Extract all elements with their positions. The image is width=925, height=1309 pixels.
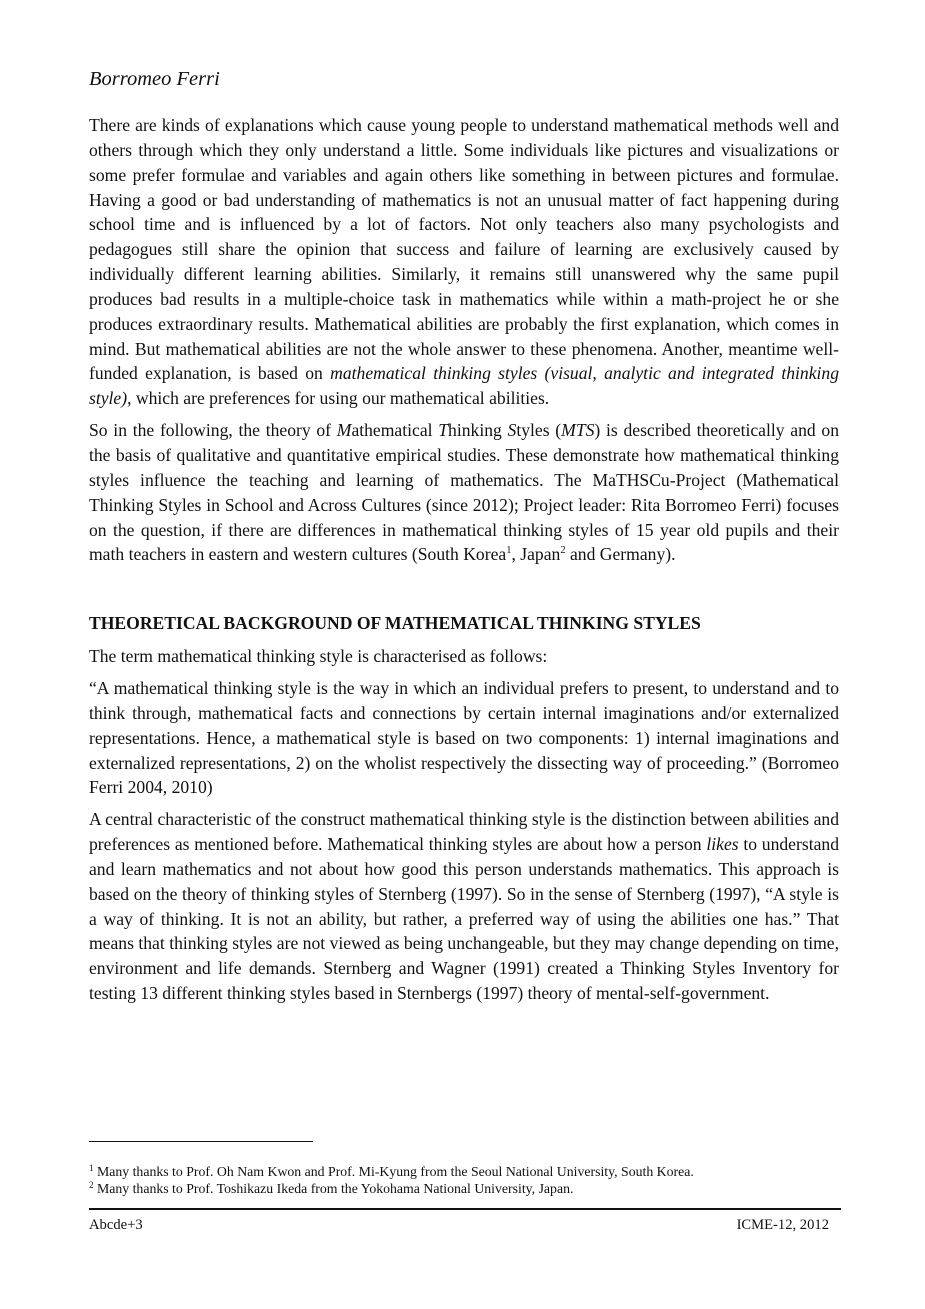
footnote-separator [89, 1141, 313, 1142]
section-spacer [89, 574, 839, 611]
text-run: , Japan [511, 544, 561, 565]
text-run: A central characteristic of the construct mathematical thinking style is the distinction between abilities and preferences as mentioned before. Mathematical thinking styles are about how a person [89, 809, 839, 855]
section-heading: THEORETICAL BACKGROUND OF MATHEMATICAL THINKING STYLES [89, 613, 701, 634]
footnotes [89, 1163, 839, 1197]
running-head: Borromeo Ferri [89, 68, 220, 90]
footnote-1 [89, 1163, 839, 1180]
definition-quote: “A mathematical thinking style is the way in which an individual prefers to present, to understand and to think through, mathematical facts and connections by certain internal imaginations and/or externalized representations. Hence, a mathematical style is based on two components: 1) internal imaginations and externalized representations, 2) on the wholist respectively the dissecting way of proceeding.” (Borromeo Ferri 2004, 2010) [89, 678, 839, 798]
text-run: ) is described theoretically and on the basis of qualitative and quantitative empirical studies. These demonstrate how mathematical thinking styles influence the teaching and learning of mathematics. The MaTHSCu-Project (Mathematical Thinking Styles in School and Across Cultures (since 2012); Project leader: Rita Borromeo Ferri) focuses on the question, if there are differences in mathematical thinking styles of 15 year old pupils and their math teachers in eastern and western cultures (South Korea [89, 420, 839, 565]
intro-paragraph-2 [89, 418, 839, 567]
footnote-mark: 1 [89, 1163, 94, 1173]
footnote-text: Many thanks to Prof. Toshikazu Ikeda from the Yokohama National University, Japan. [93, 1181, 574, 1196]
emphasis-text: mathematical thinking styles (visual, analytic and integrated thinking style) [89, 363, 839, 409]
footnote-ref: 2 [560, 545, 566, 557]
text-run: There are kinds of explanations which cause young people to understand mathematical methods well and others through which they only understand a little. Some individuals like pictures and visualizations or some prefer formulae and variables and again others like something in between pictures and formulae. Having a good or bad understanding of mathematics is not an unusual matter of fact happening during school time and is influenced by a lot of factors. Not only teachers also many psychologists and pedagogues still share the opinion that success and failure of learning are exclusively caused by individually different learning abilities. Similarly, it remains still unanswered why the same pupil produces bad results in a multiple-choice task in mathematics while within a math-project he or she produces extraordinary results. Mathematical abilities are probably the first explanation, which comes in mind. But mathematical abilities are not the whole answer to these phenomena. Another, meantime well-funded explanation, is based on [89, 115, 839, 384]
footnote-mark: 2 [89, 1180, 94, 1190]
footnote-2 [89, 1180, 839, 1197]
text-run: , which are preferences for using our mathematical abilities. [127, 388, 550, 409]
text-run: So in the following, the theory of [89, 420, 337, 441]
footer-rule [89, 1208, 841, 1210]
emphasis-text: S [507, 420, 517, 441]
emphasis-text: T [438, 420, 449, 441]
emphasis-text: likes [706, 834, 739, 855]
text-run: and Germany). [565, 544, 676, 565]
footnote-ref: 1 [506, 545, 512, 557]
text-run: tyles ( [516, 420, 562, 441]
body-text [89, 113, 839, 1013]
footer-conference: ICME-12, 2012 [736, 1217, 829, 1233]
page-footer [89, 1217, 829, 1234]
section-paragraph [89, 807, 839, 1006]
text-run: athematical [351, 420, 439, 441]
text-run: to understand and learn mathematics and not about how good this person understands mathematics. This approach is based on the theory of thinking styles of Sternberg (1997). So in the sense of Sternberg (1997), “A style is a way of thinking. It is not an ability, but rather, a preferred way of using the abilities one has.” That means that thinking styles are not viewed as being unchangeable, but they may change depending on time, environment and life demands. Sternberg and Wagner (1991) created a Thinking Styles Inventory for testing 13 different thinking styles based in Sternbergs (1997) theory of mental-self-government. [89, 834, 839, 1004]
footnote-text: Many thanks to Prof. Oh Nam Kwon and Prof. Mi-Kyung from the Seoul National University, South Korea. [93, 1164, 694, 1179]
emphasis-text: MTS [561, 420, 595, 441]
text-run: hinking [448, 420, 508, 441]
section-lead: The term mathematical thinking style is characterised as follows: [89, 646, 548, 667]
footer-page-id: Abcde+3 [89, 1217, 143, 1233]
intro-paragraph-1 [89, 113, 839, 411]
emphasis-text: M [336, 420, 352, 441]
